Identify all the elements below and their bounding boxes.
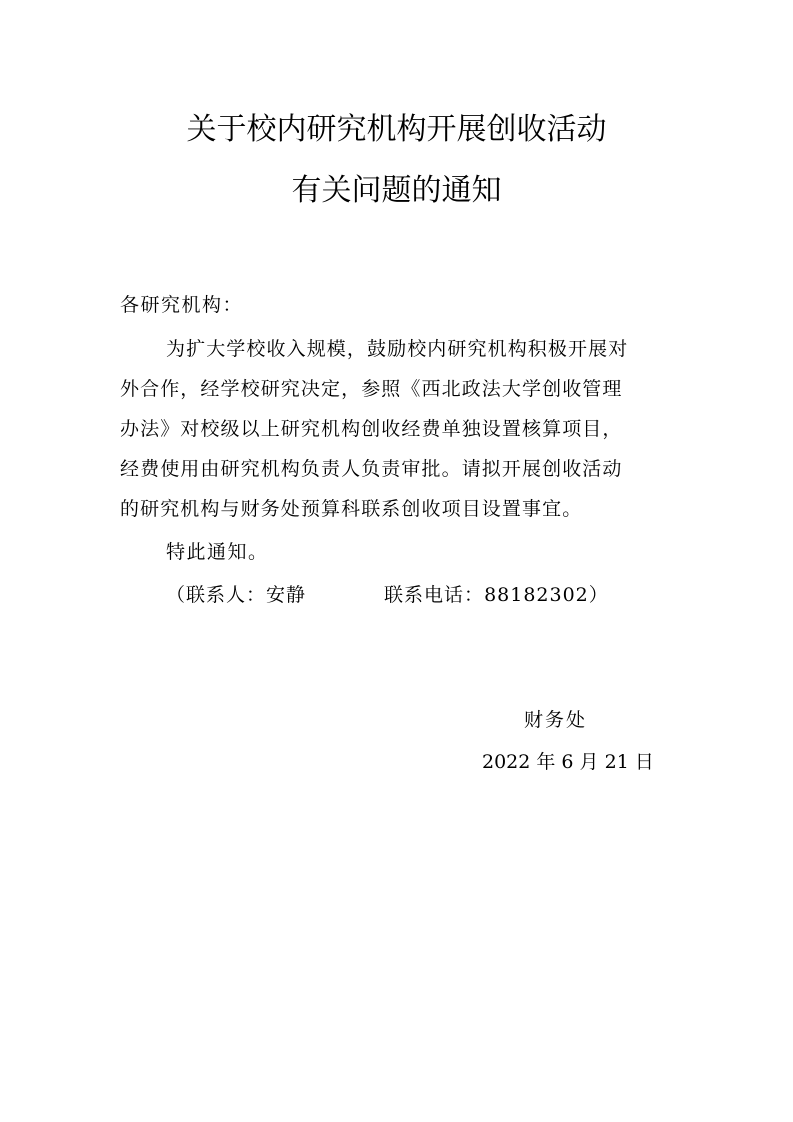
document-title-line-2: 有关问题的通知 [291, 173, 502, 208]
contact-person-name: 安静 [266, 584, 307, 606]
salutation: 各研究机构： [120, 294, 244, 316]
document-title-line-1: 关于校内研究机构开展创收活动 [186, 112, 607, 147]
contact-phone: 88182302 [484, 584, 589, 606]
contact-phone-label: 联系电话： [384, 584, 485, 606]
contact-info [166, 583, 609, 607]
paragraph-line: 外合作，经学校研究决定，参照《西北政法大学创收管理 [120, 378, 623, 400]
paragraph-line: 的研究机构与财务处预算科联系创收项目设置事宜。 [120, 498, 583, 520]
issue-date: 2022 年 6 月 21 日 [482, 751, 654, 773]
contact-close-paren: ） [588, 584, 609, 606]
contact-person-label: 联系人： [186, 584, 267, 606]
contact-open-paren: （ [166, 584, 187, 606]
issuing-office: 财务处 [524, 709, 588, 731]
closing-remark: 特此通知。 [166, 541, 269, 563]
paragraph-line: 办法》对校级以上研究机构创收经费单独设置核算项目， [120, 418, 623, 440]
paragraph-line: 经费使用由研究机构负责人负责审批。请拟开展创收活动 [120, 458, 623, 480]
paragraph-line: 为扩大学校收入规模，鼓励校内研究机构积极开展对 [166, 338, 629, 360]
